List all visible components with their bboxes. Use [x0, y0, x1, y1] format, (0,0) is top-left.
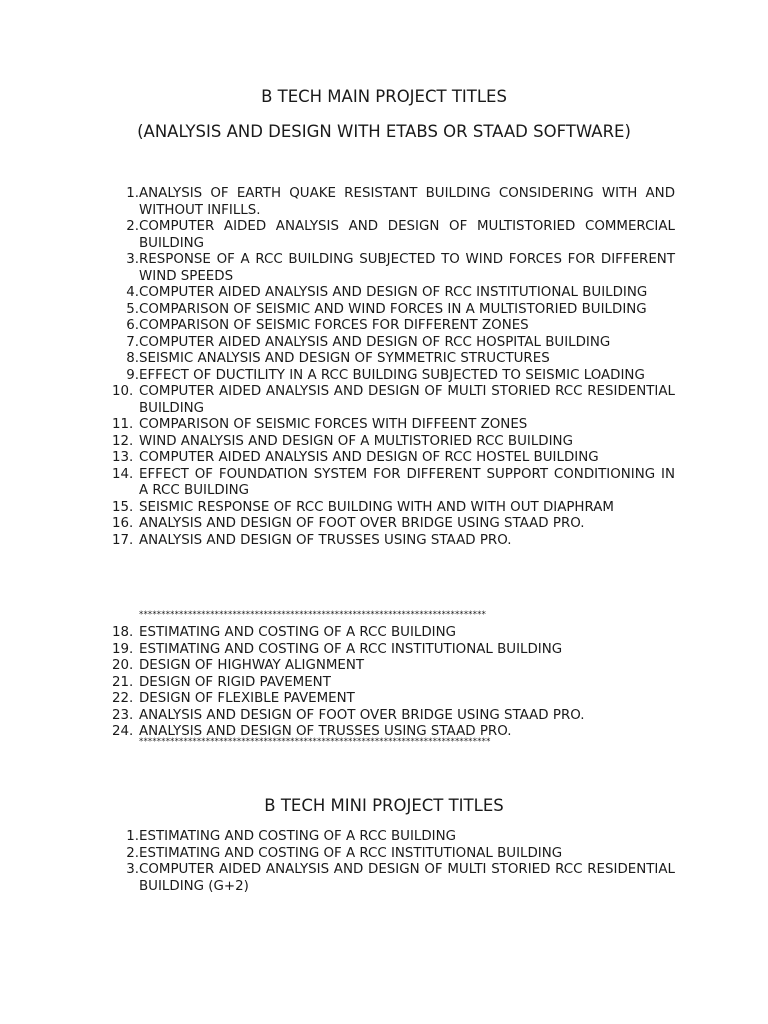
item-text: COMPARISON OF SEISMIC FORCES FOR DIFFERENT ZONES — [139, 318, 529, 333]
mini-project-list — [112, 829, 675, 895]
list-item — [112, 862, 675, 895]
list-item — [112, 533, 675, 550]
list-item — [112, 625, 675, 642]
item-text: ANALYSIS AND DESIGN OF TRUSSES USING STAAD PRO. — [139, 724, 512, 739]
item-number: 22. — [112, 691, 134, 706]
item-text: EFFECT OF FOUNDATION SYSTEM FOR DIFFERENT SUPPORT CONDITIONING IN A RCC BUILDING — [139, 466, 675, 498]
item-number: 24. — [112, 724, 134, 739]
list-item — [112, 335, 675, 352]
main-subtitle: (ANALYSIS AND DESIGN WITH ETABS OR STAAD SOFTWARE) — [137, 122, 631, 141]
item-number: 2. — [126, 219, 139, 234]
item-number: 1. — [126, 829, 139, 844]
item-number: 15. — [112, 499, 134, 515]
item-text: ESTIMATING AND COSTING OF A RCC BUILDING — [139, 829, 457, 844]
item-text: COMPUTER AIDED ANALYSIS AND DESIGN OF RCC INSTITUTIONAL BUILDING — [139, 285, 648, 300]
item-text: RESPONSE OF A RCC BUILDING SUBJECTED TO WIND FORCES FOR DIFFERENT WIND SPEEDS — [139, 252, 675, 284]
list-item — [112, 186, 675, 219]
list-item — [112, 708, 675, 725]
item-number: 3. — [126, 252, 139, 267]
list-item — [112, 252, 675, 285]
item-text: COMPUTER AIDED ANALYSIS AND DESIGN OF RCC HOSTEL BUILDING — [139, 450, 599, 465]
item-text: COMPUTER AIDED ANALYSIS AND DESIGN OF MULTI STORIED RCC RESIDENTIAL BUILDING — [139, 384, 675, 416]
item-number: 21. — [112, 674, 134, 690]
item-number: 11. — [112, 417, 134, 432]
mini-title: B TECH MINI PROJECT TITLES — [264, 796, 504, 815]
list-item — [112, 450, 675, 467]
list-item — [112, 219, 675, 252]
item-text: COMPARISON OF SEISMIC AND WIND FORCES IN A MULTISTORIED BUILDING — [139, 301, 647, 317]
separator-stars: ****************************************************************************** — [139, 610, 487, 620]
item-number: 19. — [112, 641, 134, 657]
item-text: ESTIMATING AND COSTING OF A RCC INSTITUTIONAL BUILDING — [139, 641, 563, 657]
item-number: 3. — [126, 862, 139, 877]
list-item — [112, 658, 675, 675]
item-text: ANALYSIS AND DESIGN OF TRUSSES USING STAAD PRO. — [139, 532, 512, 548]
item-number: 17. — [112, 532, 134, 548]
list-item — [112, 829, 675, 846]
list-item — [112, 467, 675, 500]
main-project-list — [112, 186, 675, 549]
item-text: DESIGN OF HIGHWAY ALIGNMENT — [139, 658, 365, 673]
item-text: DESIGN OF FLEXIBLE PAVEMENT — [139, 691, 355, 706]
list-item — [112, 675, 675, 692]
list-item — [112, 846, 675, 863]
item-number: 14. — [112, 466, 134, 482]
list-item — [112, 516, 675, 533]
list-item — [112, 302, 675, 319]
item-number: 7. — [126, 334, 139, 350]
item-text: WIND ANALYSIS AND DESIGN OF A MULTISTORIED RCC BUILDING — [139, 433, 573, 449]
list-item — [112, 285, 675, 302]
item-text: ANALYSIS AND DESIGN OF FOOT OVER BRIDGE USING STAAD PRO. — [139, 707, 585, 723]
item-text: COMPUTER AIDED ANALYSIS AND DESIGN OF RCC HOSPITAL BUILDING — [139, 334, 611, 350]
item-number: 12. — [112, 433, 134, 449]
item-text: SEISMIC ANALYSIS AND DESIGN OF SYMMETRIC STRUCTURES — [139, 351, 550, 366]
item-number: 18. — [112, 625, 134, 640]
item-number: 10. — [112, 384, 134, 399]
separator-stars: ******************************************************************************* — [139, 737, 491, 747]
list-item — [112, 368, 675, 385]
item-text: ANALYSIS AND DESIGN OF FOOT OVER BRIDGE USING STAAD PRO. — [139, 516, 585, 531]
list-item — [112, 434, 675, 451]
main-title: B TECH MAIN PROJECT TITLES — [261, 87, 507, 106]
item-text: EFFECT OF DUCTILITY IN A RCC BUILDING SUBJECTED TO SEISMIC LOADING — [139, 367, 645, 383]
item-text: COMPUTER AIDED ANALYSIS AND DESIGN OF MULTI STORIED RCC RESIDENTIAL BUILDING (G+2) — [139, 862, 675, 894]
item-number: 6. — [126, 318, 139, 333]
item-number: 16. — [112, 516, 134, 531]
list-item — [112, 351, 675, 368]
item-text: SEISMIC RESPONSE OF RCC BUILDING WITH AND WITH OUT DIAPHRAM — [139, 499, 614, 515]
item-number: 2. — [126, 845, 139, 861]
item-text: COMPUTER AIDED ANALYSIS AND DESIGN OF MULTISTORIED COMMERCIAL BUILDING — [139, 219, 675, 251]
item-number: 8. — [126, 351, 139, 366]
item-text: ANALYSIS OF EARTH QUAKE RESISTANT BUILDING CONSIDERING WITH AND WITHOUT INFILLS. — [139, 186, 675, 218]
item-number: 1. — [126, 186, 139, 201]
list-item — [112, 500, 675, 517]
list-item — [112, 318, 675, 335]
item-number: 4. — [126, 285, 139, 300]
item-number: 20. — [112, 658, 134, 673]
main-project-list-continued — [112, 625, 675, 741]
list-item — [112, 691, 675, 708]
list-item — [112, 384, 675, 417]
item-number: 23. — [112, 707, 134, 723]
item-text: DESIGN OF RIGID PAVEMENT — [139, 674, 331, 690]
item-number: 5. — [126, 301, 139, 317]
list-item — [112, 642, 675, 659]
item-number: 13. — [112, 450, 134, 465]
list-item — [112, 417, 675, 434]
item-text: COMPARISON OF SEISMIC FORCES WITH DIFFEENT ZONES — [139, 417, 528, 432]
item-number: 9. — [126, 367, 139, 383]
item-text: ESTIMATING AND COSTING OF A RCC BUILDING — [139, 625, 457, 640]
item-text: ESTIMATING AND COSTING OF A RCC INSTITUTIONAL BUILDING — [139, 845, 563, 861]
